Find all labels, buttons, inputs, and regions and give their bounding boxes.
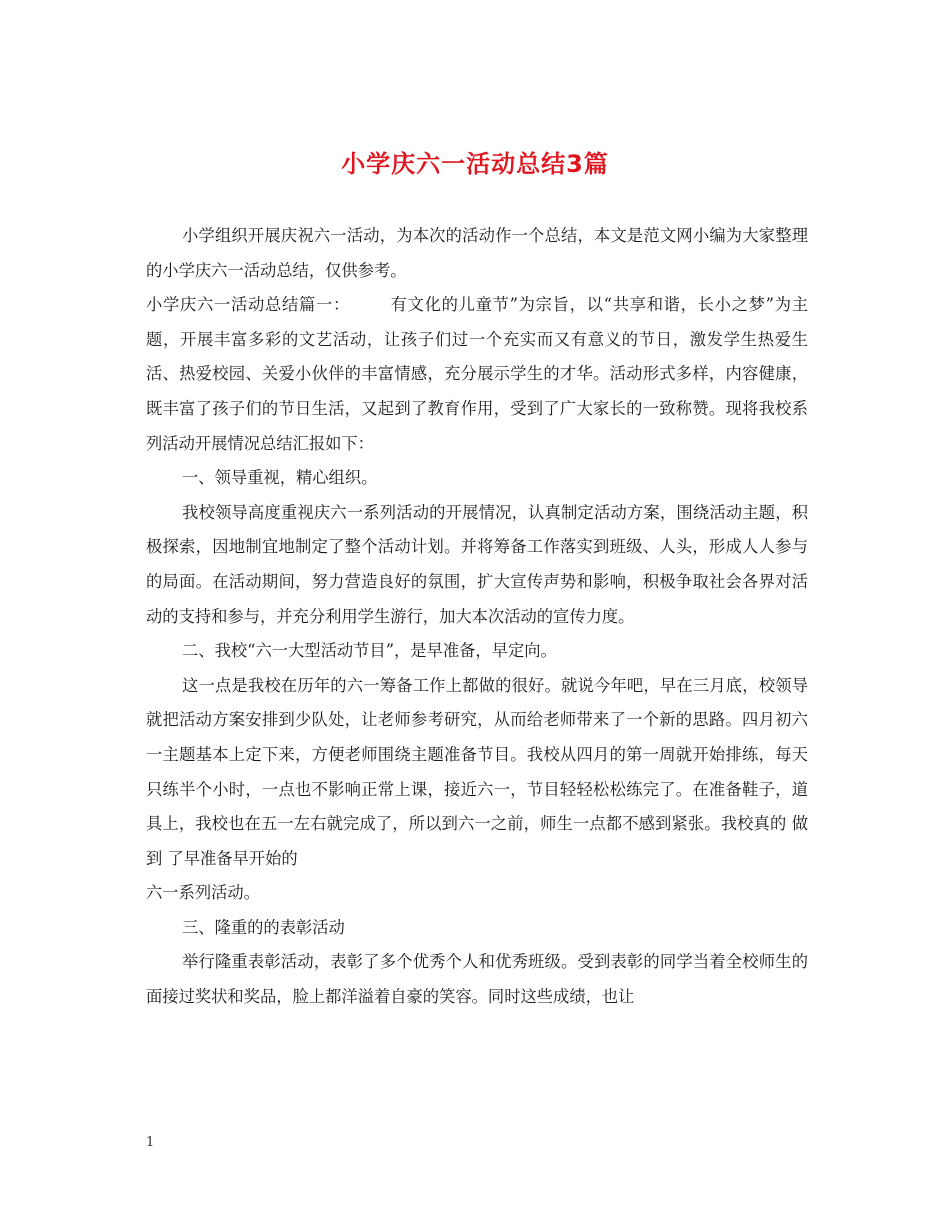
section-heading-2: 二、我校“六一大型活动节目”，是早准备，早定向。 [182, 641, 557, 661]
part1-label: 小学庆六一活动总结篇一： [146, 295, 350, 315]
intro-paragraph: 小学组织开展庆祝六一活动，为本次的活动作一个总结，本文是范文网小编为大家整理的小学庆六一活动总结，仅供参考。 [146, 226, 808, 280]
document-title: 小学庆六一活动总结3篇 [341, 150, 609, 178]
section-heading-3: 三、隆重的的表彰活动 [182, 917, 345, 937]
section-paragraph-2: 这一点是我校在历年的六一筹备工作上都做的很好。就说今年吧，早在三月底，校领导就把活动方案安排到少队处，让老师参考研究，从而给老师带来了一个新的思路。四月初六一主题基本上定下来，方便老师围绕主题准备节目。我校从四月的第一周就开始排练，每天只练半个小时，一点也不影响正常上课，接近六一，节目轻轻松松练完了。在准备鞋子，道具上，我校也在五一左右就完成了，所以到六一之前，师生一点都不感到紧张。我校真的 做 到 了早准备早开始的 [146, 675, 808, 868]
section-paragraph-3: 举行隆重表彰活动，表彰了多个优秀个人和优秀班级。受到表彰的同学当着全校师生的面接过奖状和奖品，脸上都洋溢着自豪的笑容。同时这些成绩，也让 [146, 952, 808, 1007]
section-paragraph-2-end: 六一系列活动。 [146, 883, 260, 903]
page-number: 1 [146, 1135, 155, 1150]
section-paragraph-1: 我校领导高度重视庆六一系列活动的开展情况，认真制定活动方案，围绕活动主题，积极探索，因地制宜地制定了整个活动计划。并将筹备工作落实到班级、人头，形成人人参与的局面。在活动期间，努力营造良好的氛围，扩大宣传声势和影响，积极争取社会各界对活动的支持和参与，并充分利用学生游行，加大本次活动的宣传力度。 [146, 502, 808, 626]
part1-text: 有文化的儿童节”为宗旨，以“共享和谐，长小之梦”为主题，开展丰富多彩的文艺活动，让孩子们过一个充实而又有意义的节日，激发学生热爱生活、热爱校园、关爱小伙伴的丰富情感，充分展示学生的才华。活动形式多样，内容健康，既丰富了孩子们的节日生活，又起到了教育作用，受到了广大家长的一致称赞。现将我校系列活动开展情况总结汇报如下： [146, 295, 808, 453]
section-heading-1: 一、领导重视，精心组织。 [182, 468, 378, 488]
part1-paragraph [146, 288, 808, 461]
document-body [146, 219, 808, 1015]
